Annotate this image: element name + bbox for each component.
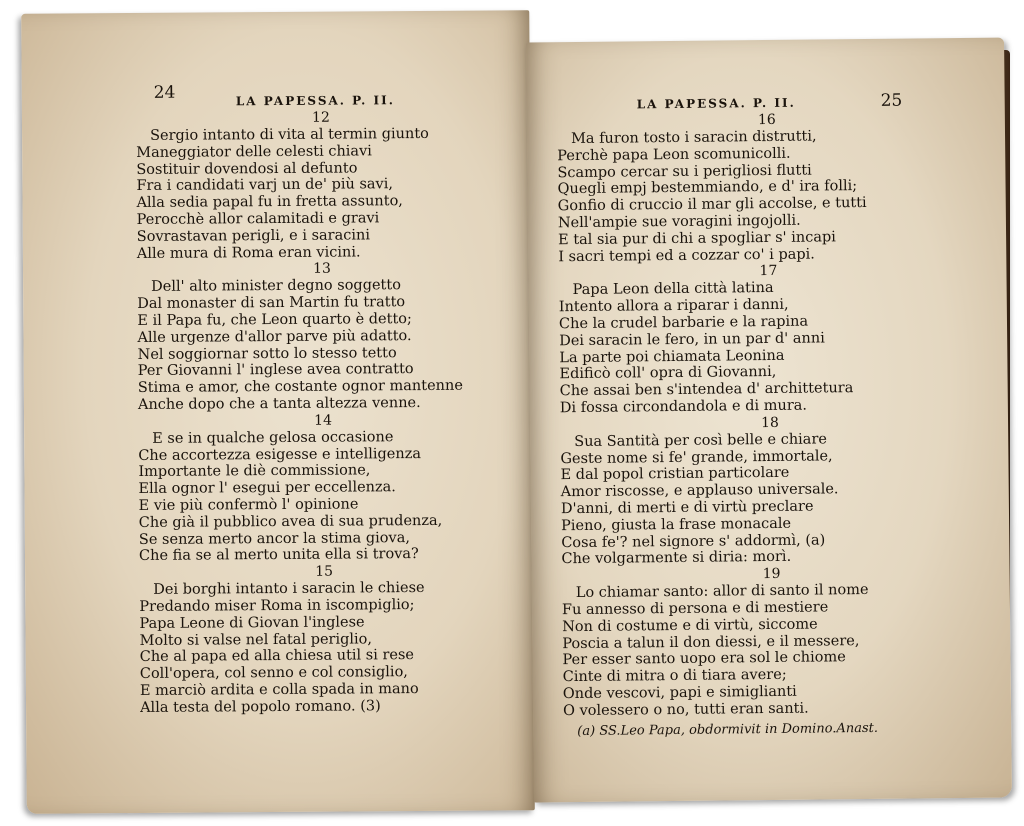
verse-line: Ella ognor l' esegui per eccellenza.	[138, 479, 396, 498]
verse-line: Cinte di mitra o di tiara avere;	[562, 666, 787, 686]
verse-line: Nell'ampie sue voragini ingojolli.	[557, 212, 801, 232]
verse-line: Fu annesso di persona e di mestiere	[561, 599, 829, 619]
verse-line: Che al papa ed alla chiesa util si rese	[139, 647, 415, 666]
verse-line: Pieno, giusta la frase monacale	[561, 515, 792, 534]
left-page	[21, 10, 535, 814]
verse-line: La parte poi chiamata Leonina	[559, 347, 785, 366]
verse-line: Nel soggiornar sotto lo stesso tetto	[137, 344, 397, 363]
verse-line: Predando miser Roma in iscompiglio;	[139, 596, 415, 615]
verse-line: Papa Leone di Giovan l'inglese	[139, 614, 365, 632]
verse-line: Dei borghi intanto i saracin le chiese	[153, 580, 425, 599]
verse-line: Per esser santo uopo era sol le chiome	[562, 649, 846, 669]
running-head: LA PAPESSA. P. II.	[636, 95, 796, 112]
verse-line: Dei saracin le fero, in un par d' anni	[559, 330, 825, 349]
verse-line: Che volgarmente si diria: morì.	[561, 549, 792, 568]
verse-line: Alle mura di Roma eran vicini.	[136, 243, 361, 262]
verse-line: Alle urgenze d'allor parve più adatto.	[137, 327, 412, 346]
open-book	[14, 6, 1010, 820]
verse-line: Sovrastavan perigli, e i saracini	[136, 227, 370, 245]
verse-line: Sostituir dovendosi al defunto	[136, 160, 358, 178]
page-number: 24	[153, 82, 176, 103]
verse-line: Onde vescovi, papi e simiglianti	[562, 683, 797, 703]
verse-line: Edificò coll' opra di Giovanni,	[559, 364, 777, 383]
verse-line: Che la crudel barbarie e la rapina	[558, 313, 809, 333]
verse-line: Stima e amor, che costante ognor mantenne	[137, 377, 463, 397]
stanza-number: 12	[311, 109, 330, 126]
verse-line: Alla sedia papal fu in fretta assunto,	[136, 193, 403, 212]
verse-line: Che accortezza esigesse e intelligenza	[138, 445, 422, 464]
stanza-number: 17	[759, 263, 778, 280]
verse-line: Cosa fe'? nel signore s' addormì, (a)	[561, 531, 826, 551]
verse-line: Poscia a talun il don diessi, e il messere,	[562, 632, 860, 652]
stanza-number: 19	[762, 566, 781, 583]
verse-line: E tal sia pur di chi a spogliar s' incapi	[558, 229, 836, 248]
verse-line: E se in qualche gelosa occasione	[152, 428, 394, 447]
verse-line: Anche dopo che a tanta altezza venne.	[137, 394, 421, 413]
stanza-number: 16	[757, 111, 776, 129]
verse-line: E dal popol cristian particolare	[560, 465, 790, 484]
stanza-number: 18	[761, 414, 780, 431]
stanza-number: 13	[313, 261, 331, 278]
verse-line: D'anni, di merti e di virtù preclare	[560, 498, 814, 518]
verse-line: Coll'opera, col senno e col consiglio,	[139, 664, 408, 683]
verse-line: Amor riscosse, e applauso universale.	[560, 481, 839, 501]
verse-line: Lo chiamar santo: allor di santo il nome	[575, 582, 869, 602]
verse-line: E il Papa fu, che Leon quarto è detto;	[137, 311, 412, 329]
verse-line: E vie più confermò l' opinione	[138, 496, 359, 514]
stanza-number: 14	[314, 412, 333, 429]
verse-line: Papa Leon della città latina	[572, 280, 774, 299]
verse-line: I sacri tempi ed a cozzar co' i papi.	[558, 246, 815, 265]
verse-line: Geste nome si fe' grande, immortale,	[560, 447, 833, 467]
verse-line: E marciò ardita e colla spada in mano	[139, 680, 419, 699]
verse-line: Per Giovanni l' inglese avea contratto	[137, 361, 414, 380]
verse-line: Sua Santità per così belle e chiare	[574, 431, 827, 450]
verse-line: Gonfio di cruccio il mar gli accolse, e tutti	[557, 195, 867, 215]
verse-line: Molto si valse nel fatal periglio,	[139, 630, 373, 649]
verse-line: Sergio intanto di vita al termin giunto	[150, 125, 429, 144]
verse-line: O volessero o no, tutti eran santi.	[562, 700, 809, 719]
verse-line: Scampo cercar su i perigliosi flutti	[557, 162, 812, 181]
page-number: 25	[880, 90, 903, 111]
verse-line: Non di costume e di virtù, siccome	[562, 616, 818, 635]
verse-line: Se senza merto ancor la stima giova,	[138, 529, 411, 548]
footnote: (a) SS.Leo Papa, obdormivit in Domino.Anast.	[577, 720, 879, 739]
verse-line: Fra i candidati varj un de' più savi,	[136, 176, 394, 195]
stanza-number: 15	[315, 563, 334, 580]
verse-line: Perocchè allor calamitadi e gravi	[136, 210, 380, 228]
verse-line: Che fia se al merto unita ella si trova?	[138, 546, 419, 565]
running-head: LA PAPESSA. P. II.	[235, 93, 395, 109]
verse-line: Che già il pubblico avea di sua prudenza,	[138, 512, 443, 531]
right-page	[526, 38, 1012, 803]
verse-line: Maneggiator delle celesti chiavi	[136, 143, 372, 161]
verse-line: Ma furon tosto i saracin distrutti,	[570, 128, 817, 148]
verse-line: Alla testa del popolo romano. (3)	[140, 697, 381, 716]
left-page-text	[136, 108, 510, 716]
verse-line: Di fossa circondandola e di mura.	[559, 397, 808, 417]
verse-line: Importante le diè commissione,	[138, 462, 371, 481]
verse-line: Perchè papa Leon scomunicolli.	[557, 145, 791, 164]
verse-line: Dell' alto minister degno soggetto	[151, 277, 401, 296]
verse-line: Dal monaster di san Martin fu tratto	[137, 294, 406, 313]
verse-line: Che assai ben s'intendea d' archittetura	[559, 380, 854, 400]
verse-line: Quegli empj bestemmiando, e d' ira folli;	[557, 178, 858, 198]
verse-line: Intento allora a riparar i danni,	[558, 296, 789, 316]
right-page-text	[557, 110, 984, 739]
